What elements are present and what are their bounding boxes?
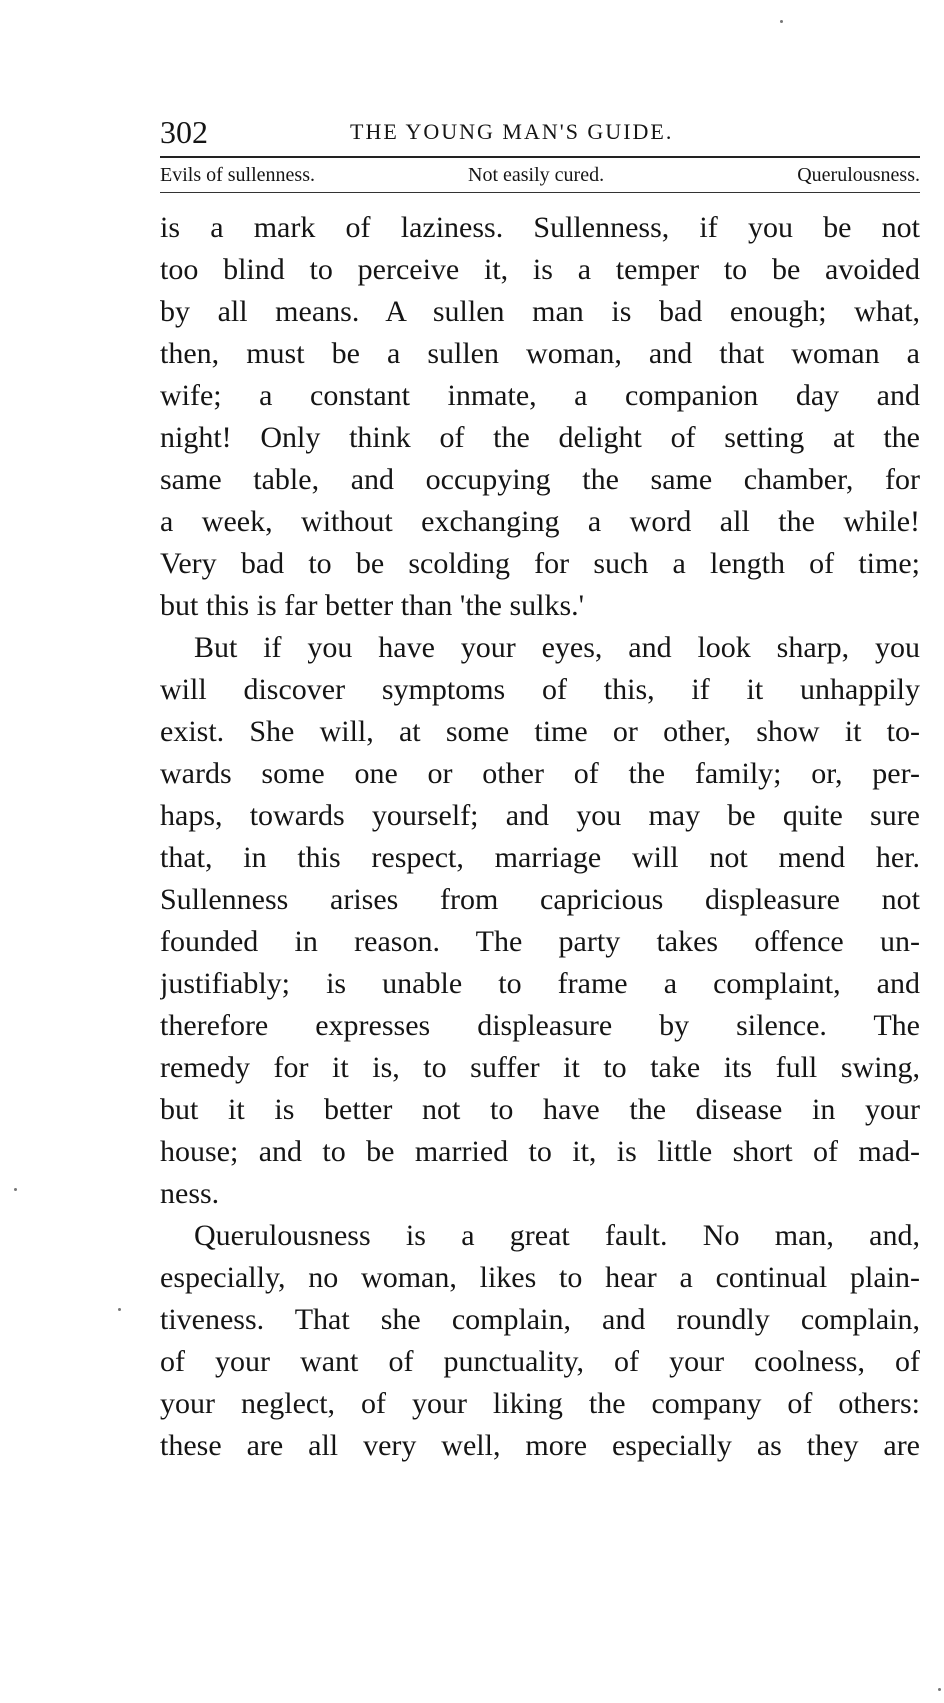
running-title: THE YOUNG MAN'S GUIDE.: [350, 119, 674, 144]
body-text: [160, 207, 920, 1467]
text-line: will discover symptoms of this, if it unhappily: [160, 673, 920, 706]
paragraph-2: [160, 627, 920, 1215]
text-line: night! Only think of the delight of setting at the: [160, 421, 920, 454]
text-line: these are all very well, more especially as they are: [160, 1429, 920, 1462]
scan-speck: [118, 1308, 121, 1311]
text-line: Querulousness is a great fault. No man, and,: [194, 1219, 920, 1252]
text-line: remedy for it is, to suffer it to take its full swing,: [160, 1051, 920, 1084]
text-line: but this is far better than 'the sulks.': [160, 589, 585, 622]
paragraph-3: [160, 1215, 920, 1467]
text-line: Very bad to be scolding for such a length of time;: [160, 547, 920, 580]
text-line: exist. She will, at some time or other, show it to-: [160, 715, 920, 748]
header-rule-top: [160, 156, 920, 158]
text-line: house; and to be married to it, is little short of mad-: [160, 1135, 920, 1168]
page-number: 302: [160, 114, 208, 150]
text-line: then, must be a sullen woman, and that woman a: [160, 337, 920, 370]
text-line: especially, no woman, likes to hear a continual plain-: [160, 1261, 920, 1294]
text-line: is a mark of laziness. Sullenness, if you be not: [160, 211, 920, 244]
header-rule-bottom: [160, 192, 920, 193]
scan-speck: [938, 1688, 941, 1691]
paragraph-1: [160, 207, 920, 627]
text-line: ness.: [160, 1177, 220, 1210]
text-line: But if you have your eyes, and look sharp, you: [194, 631, 920, 664]
scan-speck: [14, 1188, 17, 1191]
text-line: same table, and occupying the same chamber, for: [160, 463, 920, 496]
subhead-evils-of-sullenness: Evils of sullenness.: [160, 164, 315, 186]
text-line: wife; a constant inmate, a companion day and: [160, 379, 920, 412]
text-line: by all means. A sullen man is bad enough; what,: [160, 295, 920, 328]
scan-speck: [780, 20, 783, 23]
text-line: but it is better not to have the disease in your: [160, 1093, 920, 1126]
text-line: too blind to perceive it, is a temper to be avoided: [160, 253, 920, 286]
text-line: justifiably; is unable to frame a complaint, and: [160, 967, 920, 1000]
marginal-subheads: [160, 160, 920, 190]
text-line: of your want of punctuality, of your coolness, of: [160, 1345, 920, 1378]
subhead-not-easily-cured: Not easily cured.: [468, 164, 605, 186]
text-line: that, in this respect, marriage will not mend her.: [160, 841, 920, 874]
text-line: wards some one or other of the family; or, per-: [160, 757, 920, 790]
text-line: tiveness. That she complain, and roundly complain,: [160, 1303, 920, 1336]
text-line: a week, without exchanging a word all the while!: [160, 505, 920, 538]
text-line: Sullenness arises from capricious displeasure not: [160, 883, 920, 916]
text-line: haps, towards yourself; and you may be quite sure: [160, 799, 920, 832]
text-line: your neglect, of your liking the company of others:: [160, 1387, 920, 1420]
subhead-querulousness: Querulousness.: [797, 164, 920, 186]
text-line: therefore expresses displeasure by silence. The: [160, 1009, 920, 1042]
page-header: [160, 112, 920, 152]
text-line: founded in reason. The party takes offence un-: [160, 925, 920, 958]
